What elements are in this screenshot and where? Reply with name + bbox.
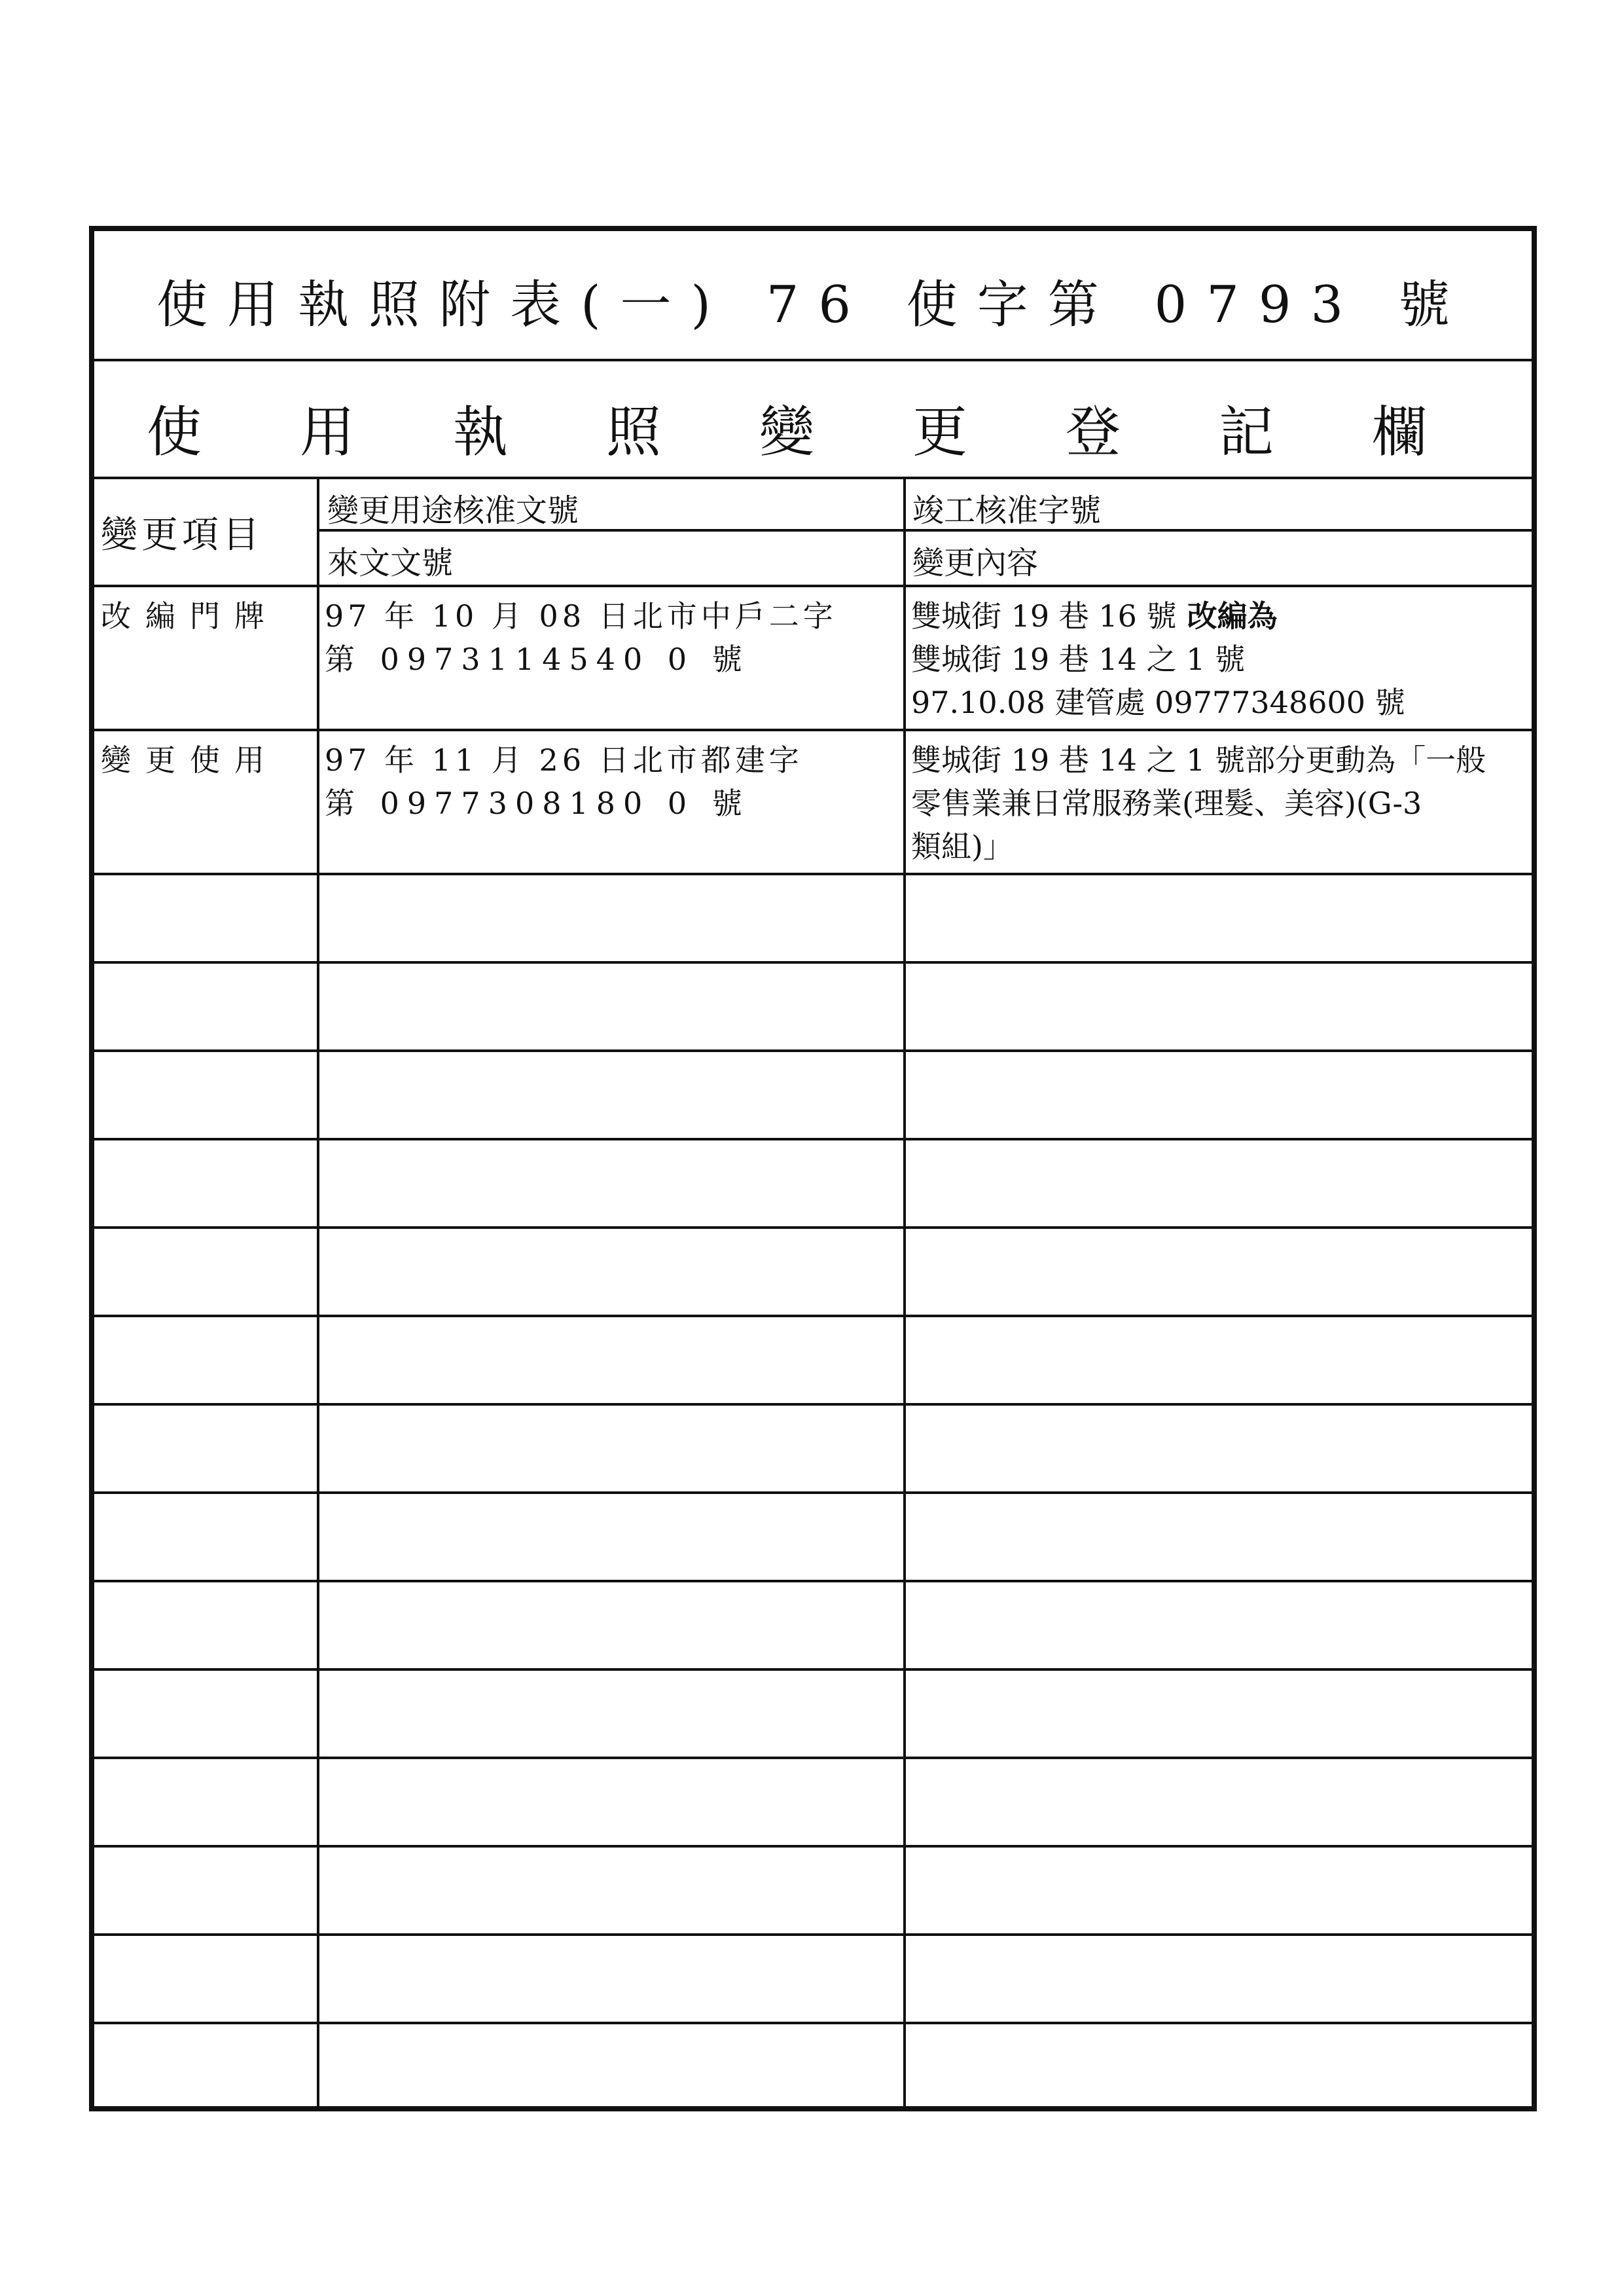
row-divider: [94, 1757, 1532, 1759]
row-content-line: 雙城街 19 巷 14 之 1 號: [911, 642, 1246, 677]
header-change-content: 變更內容: [912, 545, 1039, 581]
row-content-line: 雙城街 19 巷 14 之 1 號部分更動為「一般: [911, 742, 1486, 778]
row-divider: [94, 961, 1532, 964]
row-divider: [94, 1403, 1532, 1406]
header-completion-no: 竣工核准字號: [912, 492, 1102, 529]
row-divider: [94, 1933, 1532, 1936]
row-divider: [94, 729, 1532, 731]
row-item: 改編門牌: [101, 598, 279, 634]
row-doc-line: 97 年 11 月 26 日北市都建字: [325, 742, 803, 778]
column-divider: [317, 477, 319, 2106]
row-doc-line: 第 0973114540 0 號: [325, 642, 750, 677]
form-subtitle: 使用執照變更登記欄: [146, 400, 1525, 464]
form-title: 使用執照附表(一) 76 使字第 0793 號: [156, 276, 1469, 335]
divider: [94, 359, 1532, 361]
row-content-line: 雙城街 19 巷 16 號 改編為: [911, 598, 1278, 634]
row-content-line: 97.10.08 建管處 09777348600 號: [911, 685, 1405, 720]
row-divider: [94, 1845, 1532, 1848]
usage-permit-form: [89, 226, 1537, 2111]
row-item: 變更使用: [101, 742, 279, 778]
divider: [94, 477, 1532, 479]
row-content-line: 類組)」: [911, 829, 1013, 864]
row-doc-line: 第 0977308180 0 號: [325, 786, 750, 821]
column-divider: [903, 477, 906, 2106]
row-divider: [94, 1226, 1532, 1229]
row-doc-line: 97 年 10 月 08 日北市中戶二字: [325, 598, 837, 634]
row-divider: [94, 1491, 1532, 1494]
row-divider: [94, 1668, 1532, 1671]
row-divider: [94, 1315, 1532, 1317]
row-divider: [94, 1580, 1532, 1582]
row-divider: [94, 873, 1532, 875]
row-divider: [94, 2022, 1532, 2024]
row-divider: [94, 1138, 1532, 1140]
header-incoming-doc: 來文文號: [327, 545, 454, 581]
row-content-line: 零售業兼日常服務業(理髮、美容)(G-3: [911, 786, 1422, 821]
header-item: 變更項目: [101, 514, 263, 556]
row-divider: [94, 1049, 1532, 1052]
header-approval-no: 變更用途核准文號: [327, 492, 579, 529]
divider: [94, 585, 1532, 587]
